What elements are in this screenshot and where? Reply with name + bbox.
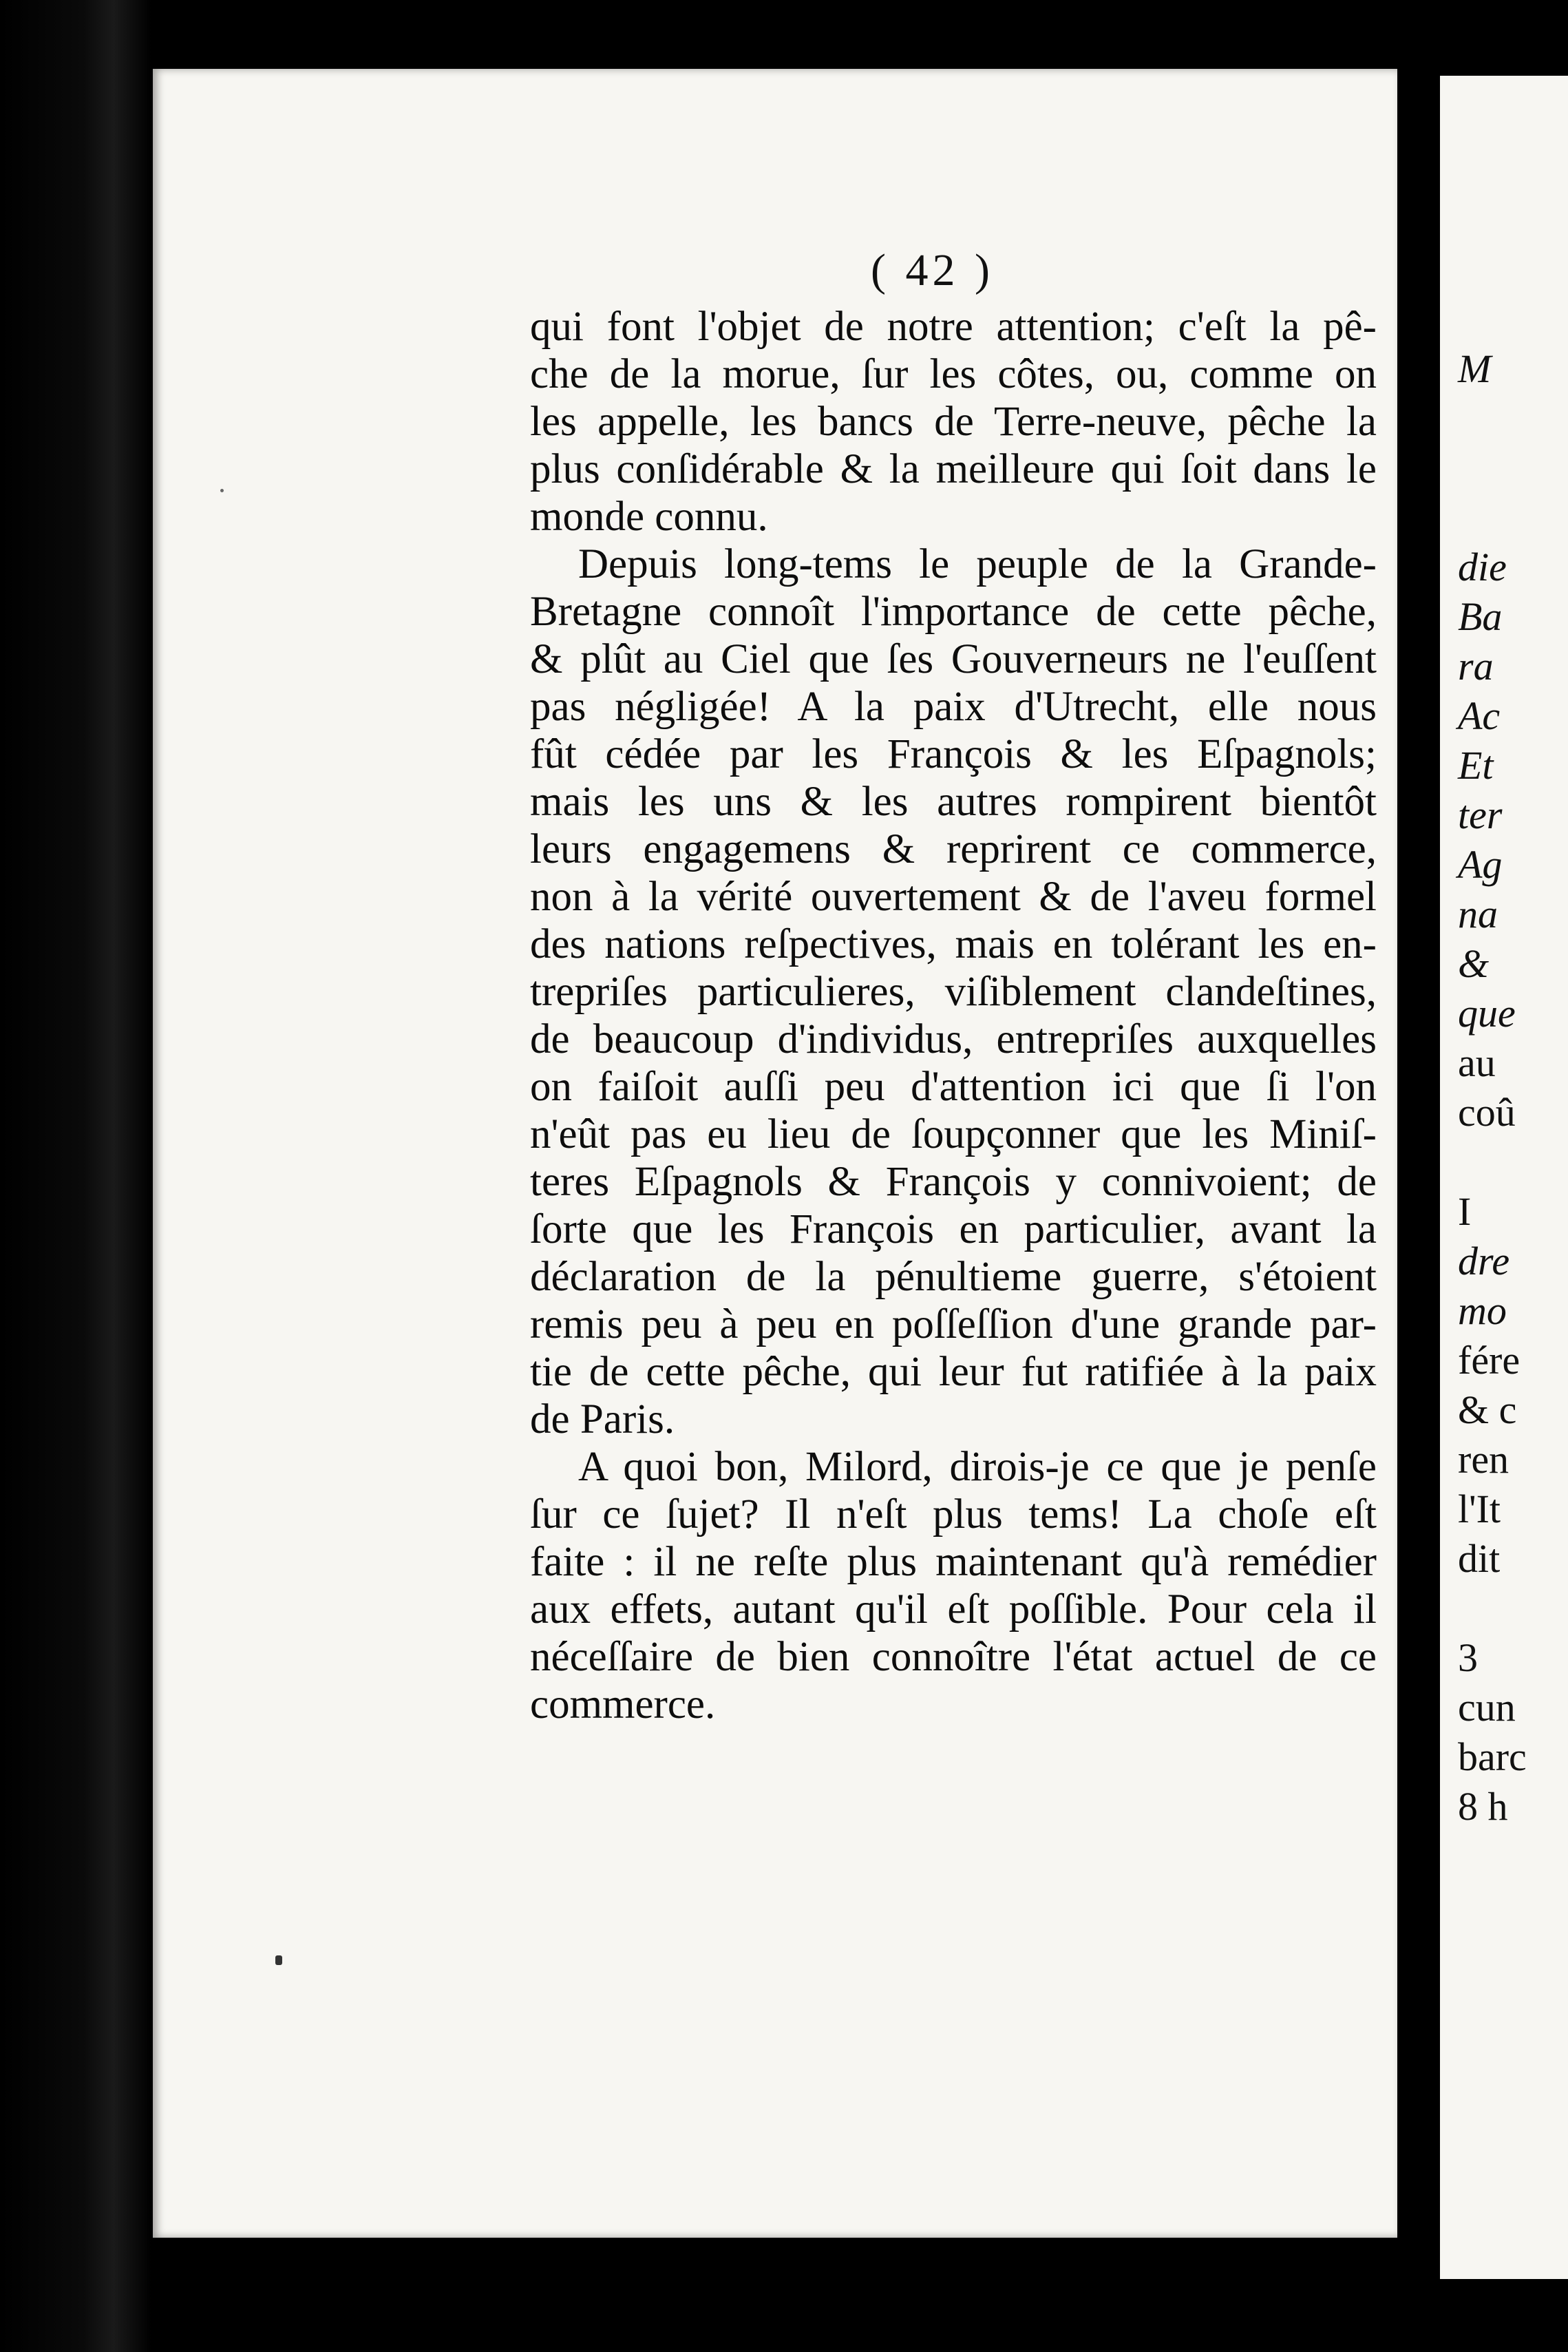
fragment-line: fére <box>1458 1338 1521 1383</box>
text-line: mais les uns & les autres rompirent bientôt <box>530 779 1377 825</box>
fragment-line: die <box>1458 545 1507 589</box>
text-line: fût cédée par les François & les Eſpagnols; <box>530 731 1377 777</box>
fragment-line: ter <box>1458 792 1503 837</box>
text-line: che de la morue, ſur les côtes, ou, comme on <box>530 351 1377 397</box>
fragment-line: M <box>1458 346 1492 391</box>
fragment-line: barc <box>1458 1734 1527 1779</box>
fragment-line: & c <box>1458 1387 1517 1432</box>
page-number: ( 42 ) <box>871 245 994 295</box>
text-line: pas négligée! A la paix d'Utrecht, elle nous <box>530 684 1377 730</box>
text-line: A quoi bon, Milord, dirois-je ce que je penſe <box>578 1444 1377 1490</box>
fragment-line: dre <box>1458 1239 1510 1283</box>
fragment-line: Ac <box>1458 693 1501 738</box>
text-line: monde connu. <box>530 494 768 540</box>
fragment-line: I <box>1458 1189 1472 1234</box>
fragment-line <box>1458 493 1527 543</box>
text-line: de Paris. <box>530 1396 675 1442</box>
fragment-line: ra <box>1458 644 1494 689</box>
text-line: ſorte que les François en particulier, avant la <box>530 1206 1377 1252</box>
text-line: non à la vérité ouvertement & de l'aveu formel <box>530 874 1377 920</box>
text-line: aux effets, autant qu'il eſt poſſible. Pour cela il <box>530 1586 1377 1632</box>
fragment-line: ren <box>1458 1437 1509 1482</box>
fragment-line: 3 <box>1458 1635 1478 1680</box>
fragment-line: l'It <box>1458 1487 1501 1531</box>
fragment-line <box>1458 1137 1527 1187</box>
text-line: des nations reſpectives, mais en tolérant les en- <box>530 921 1377 967</box>
text-line: qui font l'objet de notre attention; c'eſt la pê- <box>530 304 1377 350</box>
text-line: déclaration de la pénultieme guerre, s'étoient <box>530 1254 1377 1300</box>
fragment-line: coû <box>1458 1090 1516 1135</box>
fragment-line: au <box>1458 1040 1496 1085</box>
page-body-text <box>530 303 1377 1728</box>
fragment-line: & <box>1458 941 1490 986</box>
paper-speck <box>275 1955 282 1965</box>
page-gutter <box>1397 62 1439 2293</box>
text-line: remis peu à peu en poſſeſſion d'une grande par- <box>530 1301 1377 1347</box>
fragment-line: 8 h <box>1458 1784 1508 1829</box>
fragment-line: na <box>1458 892 1498 936</box>
paper-speck <box>220 489 224 492</box>
fragment-line <box>1458 443 1527 493</box>
fragment-line: que <box>1458 991 1516 1036</box>
text-line: tie de cette pêche, qui leur fut ratifiée à la paix <box>530 1349 1377 1395</box>
text-line: faite : il ne reſte plus maintenant qu'à remédier <box>530 1539 1377 1585</box>
paragraph-2 <box>530 540 1377 1443</box>
text-line: de beaucoup d'individus, entrepriſes auxquelles <box>530 1016 1377 1062</box>
text-line: Bretagne connoît l'importance de cette pêche, <box>530 589 1377 635</box>
paragraph-1 <box>530 303 1377 540</box>
fragment-line: dit <box>1458 1536 1501 1581</box>
text-line: leurs engagemens & reprirent ce commerce, <box>530 826 1377 872</box>
fragment-line: Et <box>1458 743 1494 788</box>
fragment-line <box>1458 1584 1527 1633</box>
fragment-line <box>1458 394 1527 443</box>
right-page-fragments <box>1458 344 1527 1831</box>
fragment-line: Ag <box>1458 842 1503 887</box>
text-line: néceſſaire de bien connoître l'état actuel de ce <box>530 1634 1377 1680</box>
text-line: on faiſoit auſſi peu d'attention ici que ſi l'on <box>530 1064 1377 1110</box>
book-spine <box>0 0 151 2352</box>
fragment-line: cun <box>1458 1685 1516 1730</box>
text-line: commerce. <box>530 1681 716 1728</box>
text-line: les appelle, les bancs de Terre-neuve, pêche la <box>530 399 1377 445</box>
text-line: Depuis long-tems le peuple de la Grande- <box>578 541 1377 587</box>
text-line: trepriſes particulieres, viſiblement clandeſtines, <box>530 969 1377 1015</box>
text-line: plus conſidérable & la meilleure qui ſoit dans le <box>530 446 1377 492</box>
fragment-line: mo <box>1458 1288 1507 1333</box>
text-line: ſur ce ſujet? Il n'eſt plus tems! La choſe eſt <box>530 1491 1377 1537</box>
text-line: n'eût pas eu lieu de ſoupçonner que les Miniſ- <box>530 1111 1377 1157</box>
text-line: teres Eſpagnols & François y connivoient; de <box>530 1159 1377 1205</box>
text-line: & plût au Ciel que ſes Gouverneurs ne l'euſſent <box>530 636 1377 682</box>
fragment-line: Ba <box>1458 594 1503 639</box>
paragraph-3 <box>530 1443 1377 1728</box>
